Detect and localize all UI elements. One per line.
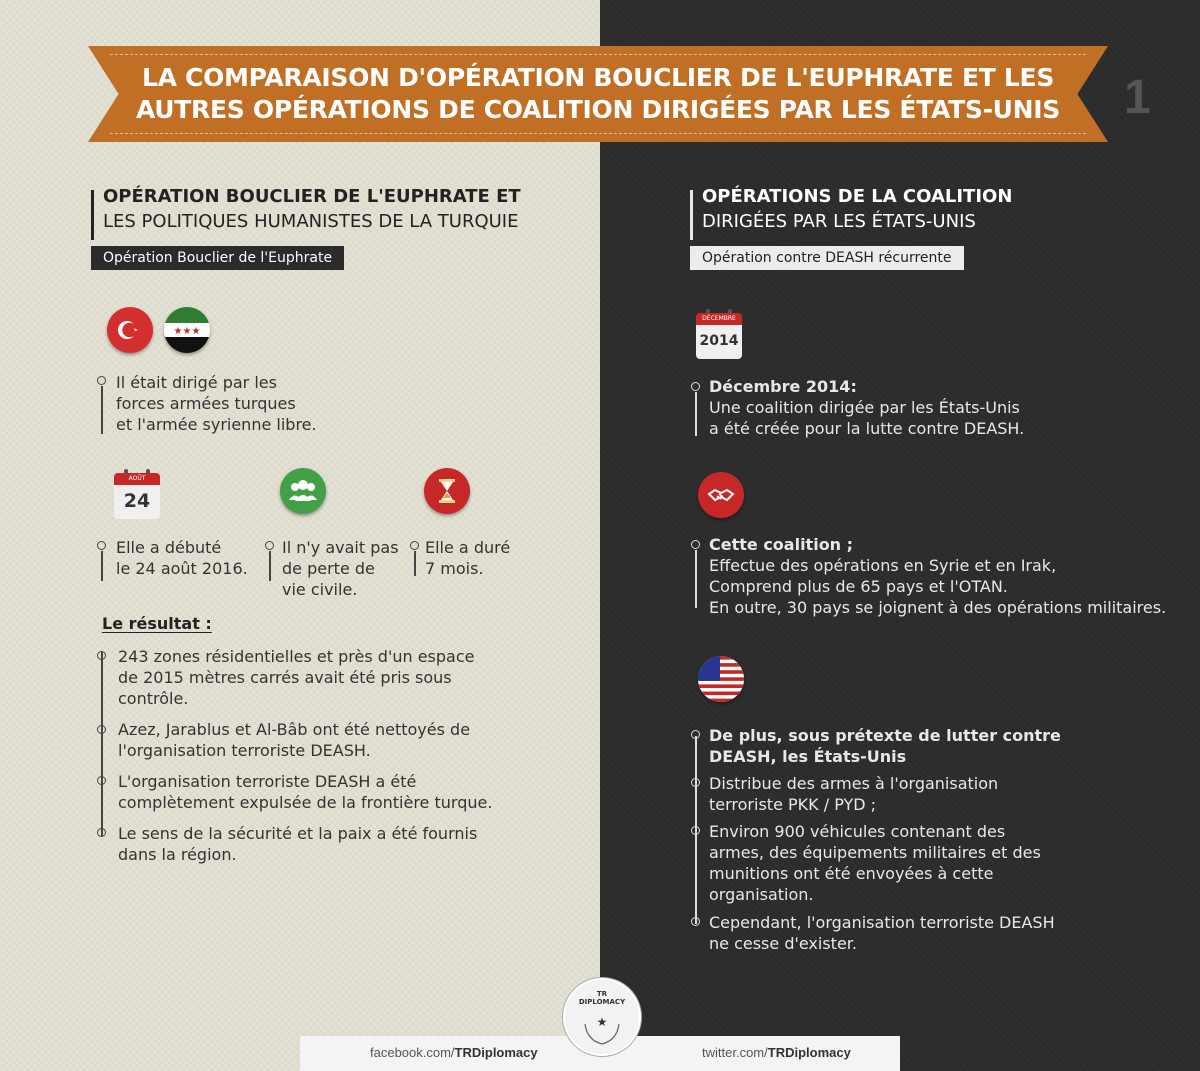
timeline-line [414,551,416,576]
bullet [691,540,700,549]
heading-bar [91,190,94,240]
forces-line: forces armées turques [116,394,296,413]
block-title: Cette coalition ; [709,535,854,554]
item-line: Cependant, l'organisation terroriste DEASH [709,913,1055,932]
logo-line: DIPLOMACY [578,998,626,1006]
fact-line: vie civile. [282,580,358,599]
block-title: Décembre 2014: [709,377,857,396]
block-title: DEASH, les États-Unis [709,747,907,766]
item-line: armes, des équipements militaires et des [709,843,1041,862]
item-line: Environ 900 véhicules contenant des [709,822,1006,841]
item-line: ne cesse d'exister. [709,934,857,953]
title-line-2: AUTRES OPÉRATIONS DE COALITION DIRIGÉES PAR LES ÉTATS-UNIS [136,95,1060,124]
result-item [118,719,470,761]
calendar-icon [114,473,160,519]
title-banner [88,46,1108,142]
fact-line: 7 mois. [425,559,484,578]
page-title [128,62,1068,126]
handshake-icon [698,472,744,518]
left-heading-bold: OPÉRATION BOUCLIER DE L'EUPHRATE ET [103,186,521,207]
fact-line: de perte de [282,559,375,578]
people-icon [280,468,326,514]
block-line: a été créée pour la lutte contre DEASH. [709,419,1025,438]
bullet [97,376,106,385]
fact-line: Il n'y avait pas [282,538,399,557]
calendar-day: 24 [114,485,160,519]
right-section-heading [690,186,1170,276]
result-item [118,823,477,865]
hourglass-icon [424,468,470,514]
title-line-1: LA COMPARAISON D'OPÉRATION BOUCLIER DE L'EUPHRATE ET LES [141,63,1055,92]
svg-text:★: ★ [596,1015,608,1029]
bullet [97,776,106,785]
result-line: l'organisation terroriste DEASH. [118,741,371,760]
bullet [97,725,106,734]
bullet [691,826,700,835]
forces-text [116,372,317,435]
coalition-info [709,534,1166,618]
fact-duration [425,537,510,579]
result-line: Azez, Jarablus et Al-Bâb ont été nettoyés de [118,720,471,739]
star-wreath-icon [565,980,639,1054]
calendar-month: DÉCEMBRE [696,313,742,325]
timeline-line [101,386,103,434]
syria-flag-icon [164,307,210,353]
result-line: 243 zones résidentielles et près d'un espace [118,647,475,666]
item-line: organisation. [709,885,814,904]
link-handle: TRDiplomacy [767,1045,851,1060]
result-line: dans la région. [118,845,237,864]
bullet [691,382,700,391]
bullet [691,917,700,926]
right-heading-sub: DIRIGÉES PAR LES ÉTATS-UNIS [702,211,976,232]
item-line: Distribue des armes à l'organisation [709,774,999,793]
logo-line: TR [596,990,608,998]
us-item [709,821,1041,905]
timeline-line [695,392,697,436]
calendar-month: AOÛT [114,473,160,485]
forces-line: et l'armée syrienne libre. [116,415,317,434]
usa-flag-icon [698,656,744,702]
result-line: Le sens de la sécurité et la paix a été fournis [118,824,478,843]
link-handle: TRDiplomacy [454,1045,538,1060]
result-line: de 2015 mètres carrés avait été pris sous [118,668,452,687]
bullet [691,730,700,739]
bullet [97,541,106,550]
fact-line: Elle a débuté [116,538,222,557]
right-tag: Opération contre DEASH récurrente [690,246,964,270]
turkey-flag-icon [107,307,153,353]
block-line: Effectue des opérations en Syrie et en Irak, [709,556,1057,575]
us-item [709,912,1055,954]
bullet [265,541,274,550]
fact-line: le 24 août 2016. [116,559,248,578]
block-line: Une coalition dirigée par les États-Unis [709,398,1020,417]
fact-line: Elle a duré [425,538,511,557]
fact-start [116,537,248,579]
result-line: complètement expulsée de la frontière turque. [118,793,493,812]
svg-text:★★★: ★★★ [173,326,201,337]
block-line: Comprend plus de 65 pays et l'OTAN. [709,577,1008,596]
timeline-line [695,550,697,608]
item-line: munitions ont été envoyées à cette [709,864,994,883]
block-line: En outre, 30 pays se joignent à des opérations militaires. [709,598,1167,617]
fact-civilians [282,537,399,600]
link-prefix: twitter.com/ [702,1045,768,1060]
twitter-link[interactable] [702,1045,851,1060]
heading-bar [690,190,693,240]
bullet [410,541,419,550]
page-number: 1 [1124,71,1151,124]
coalition-created [709,376,1024,439]
timeline-line [101,551,103,581]
bullet [691,778,700,787]
results-heading: Le résultat : [102,614,212,633]
result-line: L'organisation terroriste DEASH a été [118,772,417,791]
result-item [118,646,474,709]
timeline-line [269,551,271,581]
left-section-heading [91,186,571,276]
us-item [709,773,998,815]
facebook-link[interactable] [370,1045,538,1060]
result-line: contrôle. [118,689,189,708]
left-heading-sub: LES POLITIQUES HUMANISTES DE LA TURQUIE [103,211,519,232]
calendar-icon [696,313,742,359]
forces-line: Il était dirigé par les [116,373,277,392]
calendar-year: 2014 [696,325,742,359]
tr-diplomacy-logo [563,978,641,1056]
link-prefix: facebook.com/ [370,1045,455,1060]
timeline-line [101,652,103,836]
block-title: De plus, sous prétexte de lutter contre [709,726,1061,745]
us-pretext-heading [709,725,1061,767]
left-tag: Opération Bouclier de l'Euphrate [91,246,344,270]
bullet [97,651,106,660]
item-line: terroriste PKK / PYD ; [709,795,877,814]
result-item [118,771,492,813]
bullet [97,828,106,837]
right-heading-bold: OPÉRATIONS DE LA COALITION [702,186,1013,207]
